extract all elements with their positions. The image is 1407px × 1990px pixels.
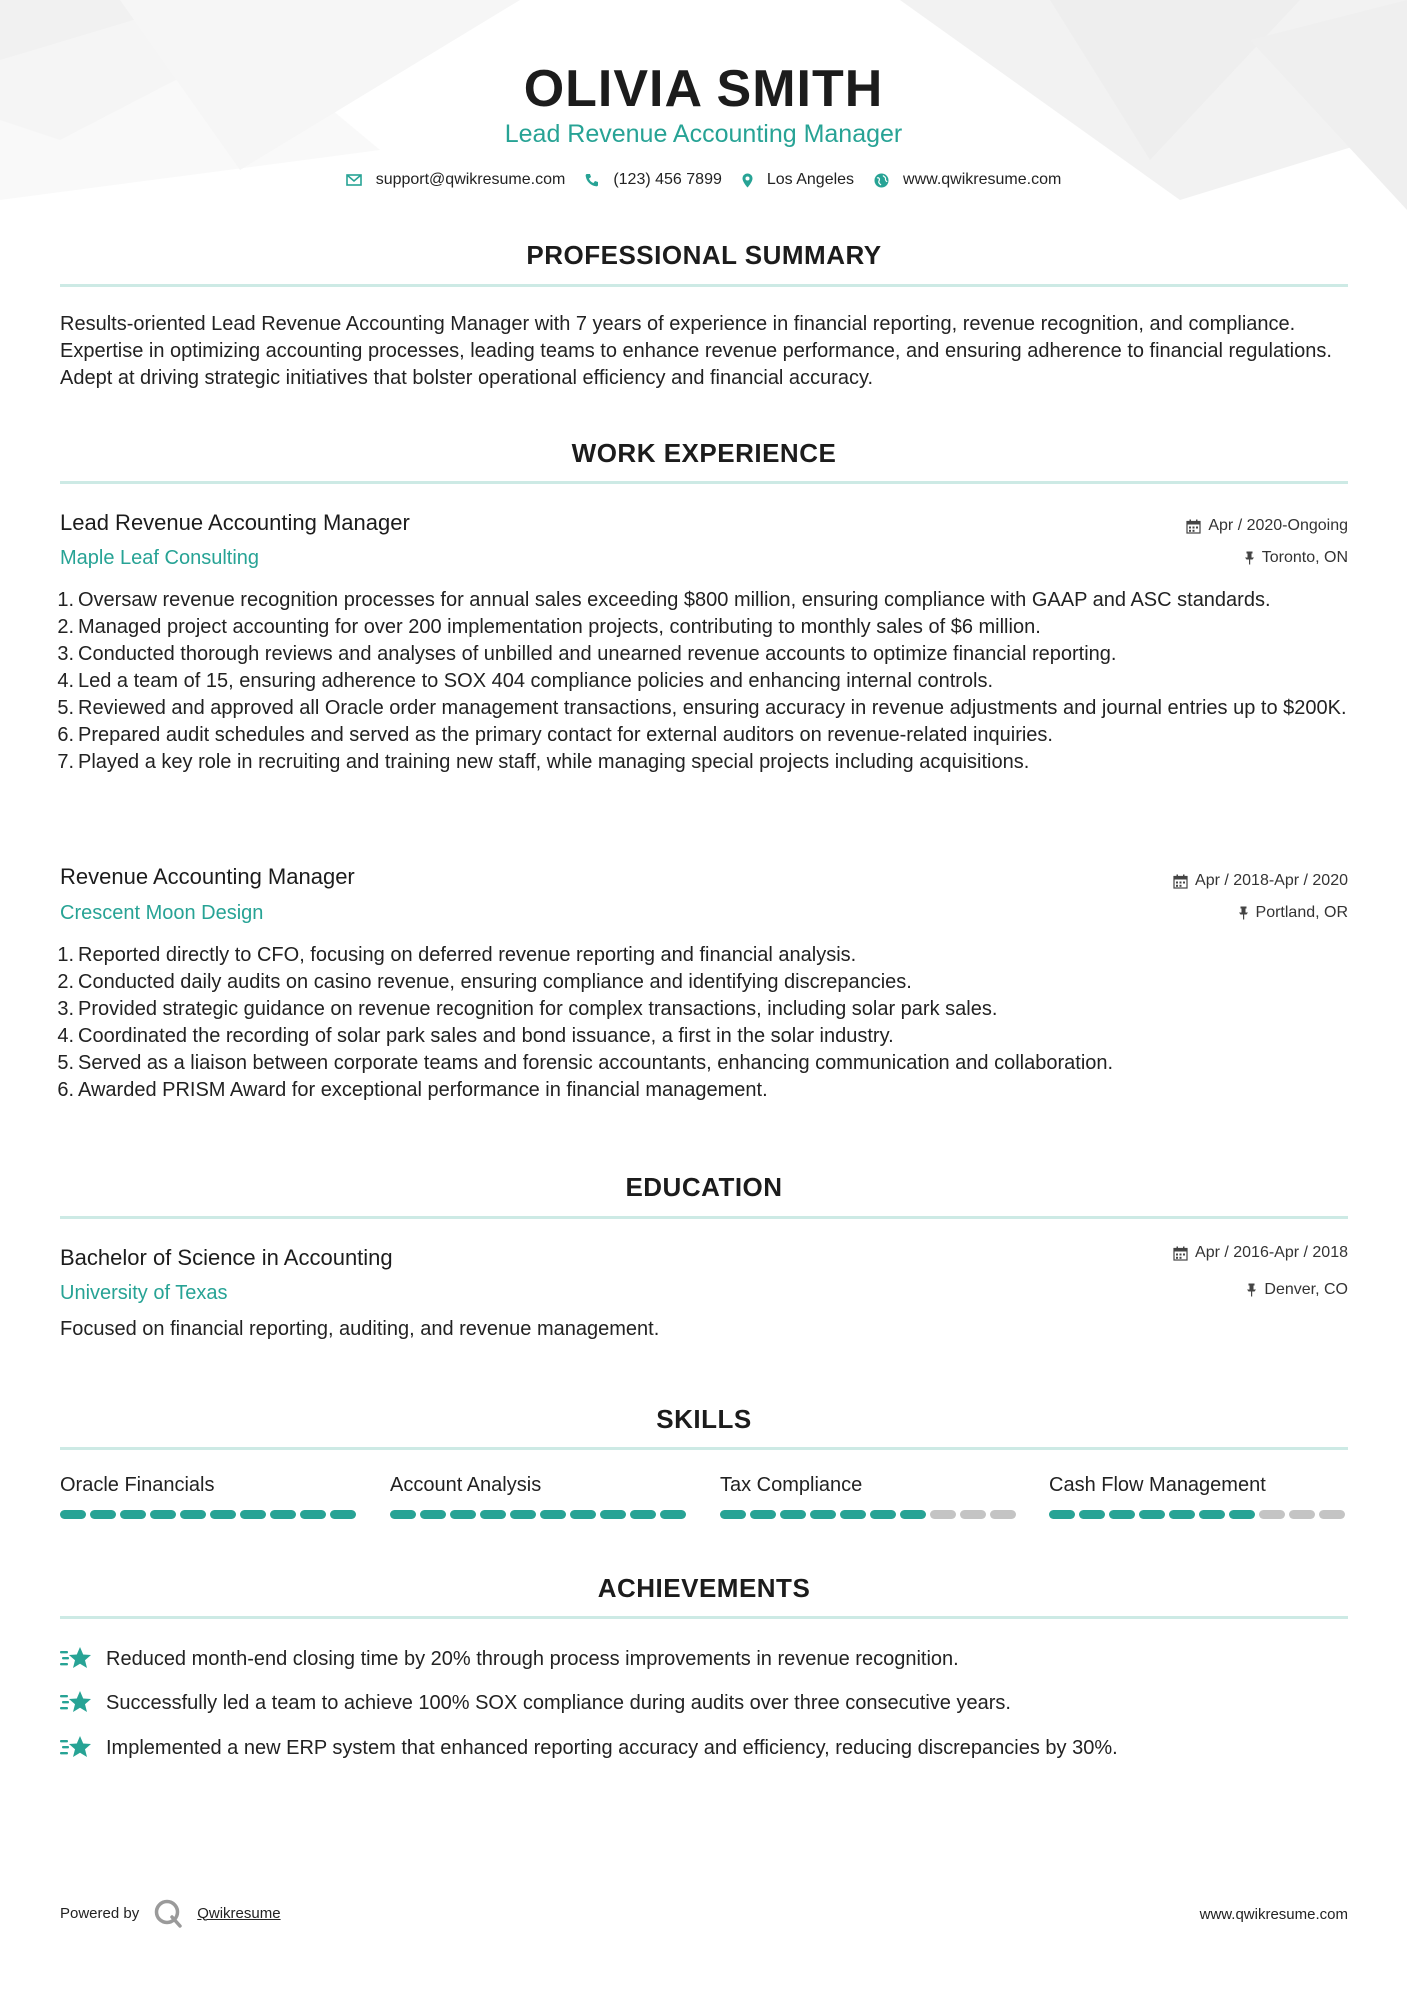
job-location-text: Portland, OR [1255, 904, 1348, 921]
phone-icon [585, 173, 599, 187]
contact-phone[interactable] [585, 171, 722, 189]
experience-divider [60, 481, 1348, 484]
skill-segment-filled [600, 1510, 626, 1519]
pushpin-icon [1244, 551, 1255, 565]
skill-segment-filled [510, 1510, 536, 1519]
duty-item: Served as a liaison between corporate teams and forensic accountants, enhancing communication and collaboration. [78, 1052, 1114, 1074]
skill-rating-bar [1049, 1510, 1349, 1519]
powered-by-label: Powered by [60, 1904, 140, 1922]
calendar-icon [1186, 519, 1201, 534]
map-pin-icon [742, 173, 753, 188]
skill-segment-filled [330, 1510, 356, 1519]
contact-website[interactable] [874, 171, 1061, 189]
qwikresume-logo-icon [153, 1898, 183, 1928]
duty-item: Coordinated the recording of solar park sales and bond issuance, a first in the solar industry. [78, 1025, 894, 1047]
skill-segment-empty [930, 1510, 956, 1519]
skill-segment-filled [840, 1510, 866, 1519]
skill-segment-filled [750, 1510, 776, 1519]
skill-segment-filled [1199, 1510, 1225, 1519]
skills-heading: SKILLS [656, 1404, 752, 1434]
skill-segment-filled [150, 1510, 176, 1519]
job-dates [1173, 870, 1348, 892]
skill-segment-empty [1319, 1510, 1345, 1519]
footer-website[interactable]: www.qwikresume.com [1199, 1906, 1348, 1923]
summary-text: Results-oriented Lead Revenue Accounting Manager with 7 years of experience in financial reporting, revenue recognition, and compliance. Expertise in optimizing accounting processes, leading teams to enhance revenue performance, and ensuring adherence to financial regulations. Adept at driving strategic initiatives that bolster operational efficiency and financial accuracy. [60, 313, 1332, 389]
duty-item: Conducted daily audits on casino revenue, ensuring compliance and identifying discrepancies. [78, 971, 912, 993]
skill-segment-filled [1169, 1510, 1195, 1519]
job-title: Lead Revenue Accounting Manager [60, 510, 410, 535]
achievement-text: Implemented a new ERP system that enhanced reporting accuracy and efficiency, reducing discrepancies by 30%. [106, 1737, 1118, 1759]
website-text: www.qwikresume.com [903, 171, 1062, 188]
location-text: Los Angeles [766, 171, 855, 188]
achievement-text: Successfully led a team to achieve 100% SOX compliance during audits over three consecutive years. [106, 1692, 1011, 1714]
job-location [1238, 902, 1348, 924]
phone-text: (123) 456 7899 [613, 171, 722, 188]
duty-item: Managed project accounting for over 200 implementation projects, contributing to monthly sales of $6 million. [78, 616, 1041, 638]
education-dates-text: Apr / 2016-Apr / 2018 [1195, 1244, 1348, 1261]
skill-segment-filled [390, 1510, 416, 1519]
job-title: Revenue Accounting Manager [60, 864, 355, 889]
job-company: Crescent Moon Design [60, 902, 264, 924]
achievement-item [60, 1734, 1118, 1762]
skill-segment-filled [810, 1510, 836, 1519]
job-location [1244, 547, 1348, 569]
skill-rating-bar [720, 1510, 1020, 1519]
job-dates-text: Apr / 2018-Apr / 2020 [1195, 872, 1348, 889]
school-name: University of Texas [60, 1282, 228, 1304]
skill-segment-filled [480, 1510, 506, 1519]
skill-segment-filled [60, 1510, 86, 1519]
skill-tax-compliance [720, 1472, 1020, 1519]
duty-item: Oversaw revenue recognition processes for annual sales exceeding $800 million, ensuring compliance with GAAP and ASC standards. [78, 589, 1271, 611]
education-dates [1173, 1242, 1348, 1264]
education-description: Focused on financial reporting, auditing, and revenue management. [60, 1318, 660, 1340]
skill-segment-filled [120, 1510, 146, 1519]
skill-label: Account Analysis [390, 1474, 542, 1496]
skill-segment-filled [1229, 1510, 1255, 1519]
pushpin-icon [1246, 1283, 1257, 1297]
duty-item: Provided strategic guidance on revenue recognition for complex transactions, including solar park sales. [78, 998, 998, 1020]
education-location [1246, 1279, 1348, 1301]
skill-label: Oracle Financials [60, 1474, 215, 1496]
skill-segment-filled [1049, 1510, 1075, 1519]
pushpin-icon [1238, 906, 1249, 920]
skill-segment-filled [780, 1510, 806, 1519]
skill-segment-filled [90, 1510, 116, 1519]
skill-rating-bar [60, 1510, 360, 1519]
skill-segment-filled [240, 1510, 266, 1519]
footer-powered-by [60, 1898, 281, 1928]
job-company: Maple Leaf Consulting [60, 547, 260, 569]
duty-item: Reviewed and approved all Oracle order management transactions, ensuring accuracy in revenue adjustments and journal entries up to $200K. [78, 697, 1347, 719]
summary-heading: PROFESSIONAL SUMMARY [526, 240, 882, 270]
duty-item: Led a team of 15, ensuring adherence to SOX 404 compliance policies and enhancing internal controls. [78, 670, 994, 692]
skill-segment-filled [210, 1510, 236, 1519]
skill-segment-empty [960, 1510, 986, 1519]
skill-label: Cash Flow Management [1049, 1474, 1266, 1496]
skill-cash-flow-management [1049, 1472, 1349, 1519]
achievements-divider [60, 1616, 1348, 1619]
job-dates [1186, 515, 1348, 537]
skill-oracle-financials [60, 1472, 360, 1519]
qwikresume-link[interactable]: Qwikresume [197, 1904, 281, 1922]
education-location-text: Denver, CO [1264, 1281, 1348, 1298]
candidate-title: Lead Revenue Accounting Manager [504, 120, 903, 148]
skill-segment-filled [540, 1510, 566, 1519]
achievement-item [60, 1645, 959, 1673]
skill-segment-filled [300, 1510, 326, 1519]
star-achievement-icon [60, 1689, 92, 1717]
star-achievement-icon [60, 1734, 92, 1762]
experience-heading: WORK EXPERIENCE [571, 438, 837, 468]
skill-segment-filled [1139, 1510, 1165, 1519]
skill-segment-filled [270, 1510, 296, 1519]
education-heading: EDUCATION [625, 1172, 783, 1202]
education-divider [60, 1216, 1348, 1219]
skills-divider [60, 1447, 1348, 1450]
contact-bar [0, 171, 1407, 189]
skill-segment-empty [1289, 1510, 1315, 1519]
job-duties-list [78, 587, 1348, 776]
duty-item: Prepared audit schedules and served as the primary contact for external auditors on revenue-related inquiries. [78, 724, 1053, 746]
duty-item: Awarded PRISM Award for exceptional performance in financial management. [78, 1079, 768, 1101]
skill-segment-filled [870, 1510, 896, 1519]
skill-segment-filled [720, 1510, 746, 1519]
skill-segment-empty [1259, 1510, 1285, 1519]
contact-location [742, 171, 854, 189]
skill-segment-filled [180, 1510, 206, 1519]
skill-segment-filled [630, 1510, 656, 1519]
summary-divider [60, 284, 1348, 287]
skill-segment-filled [1109, 1510, 1135, 1519]
skill-segment-filled [660, 1510, 686, 1519]
skill-label: Tax Compliance [720, 1474, 863, 1496]
skill-segment-empty [990, 1510, 1016, 1519]
degree-title: Bachelor of Science in Accounting [60, 1245, 393, 1270]
job-location-text: Toronto, ON [1261, 549, 1348, 566]
skill-segment-filled [1079, 1510, 1105, 1519]
duty-item: Reported directly to CFO, focusing on deferred revenue reporting and financial analysis. [78, 944, 857, 966]
email-text: support@qwikresume.com [375, 171, 566, 188]
candidate-name: OLIVIA SMITH [523, 60, 884, 118]
skill-segment-filled [570, 1510, 596, 1519]
achievement-text: Reduced month-end closing time by 20% through process improvements in revenue recognition. [106, 1648, 959, 1670]
achievements-heading: ACHIEVEMENTS [597, 1573, 811, 1603]
duty-item: Conducted thorough reviews and analyses of unbilled and unearned revenue accounts to optimize financial reporting. [78, 643, 1117, 665]
star-achievement-icon [60, 1645, 92, 1673]
job-duties-list [78, 942, 1348, 1104]
skill-segment-filled [450, 1510, 476, 1519]
contact-email[interactable] [346, 171, 566, 189]
skill-segment-filled [420, 1510, 446, 1519]
calendar-icon [1173, 1246, 1188, 1261]
skill-rating-bar [390, 1510, 690, 1519]
job-dates-text: Apr / 2020-Ongoing [1208, 517, 1348, 534]
skill-account-analysis [390, 1472, 690, 1519]
duty-item: Played a key role in recruiting and training new staff, while managing special projects including acquisitions. [78, 751, 1030, 773]
skill-segment-filled [900, 1510, 926, 1519]
calendar-icon [1173, 874, 1188, 889]
globe-icon [874, 173, 889, 188]
achievement-item [60, 1689, 1011, 1717]
envelope-icon [346, 174, 362, 186]
